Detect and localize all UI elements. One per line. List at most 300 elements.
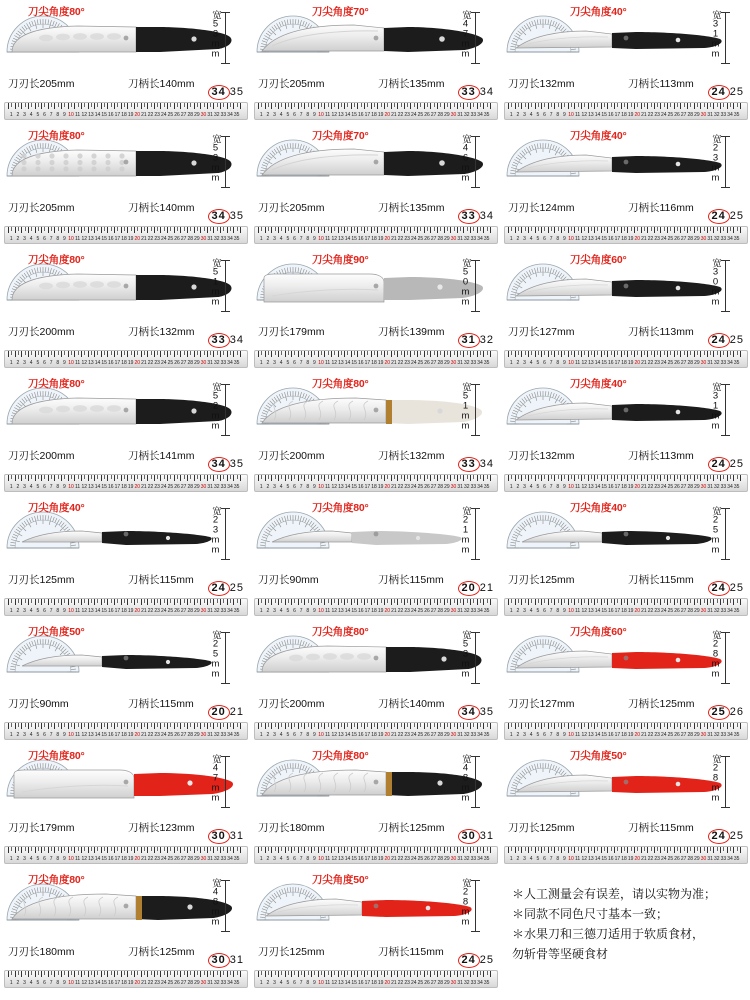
length-labels — [508, 820, 732, 834]
blade-length-label: 刀刃长205mm — [258, 202, 325, 214]
length-labels — [8, 696, 232, 710]
knife-card — [0, 496, 250, 620]
tip-angle-label: 刀尖角度80° — [28, 6, 85, 18]
width-dimension-line — [225, 508, 226, 560]
blade-width-label: 宽28mm — [460, 878, 471, 927]
knife-card — [0, 124, 250, 248]
ruler-numbers: 1 2 3 4 5 6 7 8 9 10 11 12 13 14 15 16 17 18 19 20 21 22 23 24 25 26 27 28 29 30 31 32 33 34 35 — [259, 112, 490, 118]
knife-card — [250, 248, 500, 372]
thickness-value-1: 33 — [458, 209, 480, 224]
blade-length-label: 刀刃长132mm — [508, 78, 575, 90]
tip-angle-label: 刀尖角度70° — [312, 130, 369, 142]
thickness-value-2: 21 — [479, 582, 494, 594]
length-labels — [258, 944, 482, 958]
thickness-value-2: 31 — [229, 954, 244, 966]
knife-illustration — [508, 638, 740, 684]
thickness-value-1: 24 — [708, 333, 730, 348]
thickness-value-2: 34 — [229, 334, 244, 346]
ruler — [254, 350, 498, 368]
knife-card — [0, 620, 250, 744]
handle-length-label: 刀柄长139mm — [378, 326, 445, 338]
ruler — [254, 970, 498, 988]
tip-angle-label: 刀尖角度50° — [570, 750, 627, 762]
note-line: 勿斩骨等坚硬食材 — [512, 947, 609, 961]
knife-illustration — [508, 390, 740, 436]
length-labels — [8, 324, 232, 338]
handle-length-label: 刀柄长140mm — [378, 698, 445, 710]
thickness-value-1: 34 — [208, 457, 230, 472]
blade-width-label: 宽53mm — [210, 134, 221, 183]
note-line: ＊同款不同色尺寸基本一致； — [512, 907, 669, 921]
ruler-numbers: 1 2 3 4 5 6 7 8 9 10 11 12 13 14 15 16 17 18 19 20 21 22 23 24 25 26 27 28 29 30 31 32 33 34 35 — [509, 484, 740, 490]
knife-illustration — [8, 18, 240, 64]
thickness-value-2: 34 — [479, 86, 494, 98]
ruler-numbers: 1 2 3 4 5 6 7 8 9 10 11 12 13 14 15 16 17 18 19 20 21 22 23 24 25 26 27 28 29 30 31 32 33 34 35 — [509, 236, 740, 242]
thickness-marker — [458, 953, 495, 968]
notes-text — [512, 884, 716, 964]
thickness-value-1: 20 — [208, 705, 230, 720]
length-labels — [508, 76, 732, 90]
handle-length-label: 刀柄长125mm — [128, 946, 195, 958]
tip-angle-label: 刀尖角度80° — [312, 750, 369, 762]
tip-angle-label: 刀尖角度70° — [312, 6, 369, 18]
tip-angle-label: 刀尖角度40° — [570, 130, 627, 142]
knife-card — [250, 868, 500, 992]
ruler — [504, 846, 748, 864]
knife-card — [0, 868, 250, 992]
blade-width-label: 宽47mm — [460, 10, 471, 59]
thickness-value-2: 25 — [729, 210, 744, 222]
blade-width-label: 宽23mm — [210, 506, 221, 555]
length-labels — [508, 696, 732, 710]
ruler — [254, 474, 498, 492]
thickness-value-2: 35 — [229, 458, 244, 470]
blade-width-label: 宽28mm — [710, 754, 721, 803]
handle-length-label: 刀柄长140mm — [128, 78, 195, 90]
note-line: ＊水果刀和三德刀适用于软质食材， — [512, 927, 705, 941]
handle-length-label: 刀柄长115mm — [378, 946, 444, 958]
knife-illustration — [258, 638, 490, 684]
handle-length-label: 刀柄长115mm — [128, 698, 194, 710]
knife-illustration — [508, 18, 740, 64]
ruler-numbers: 1 2 3 4 5 6 7 8 9 10 11 12 13 14 15 16 17 18 19 20 21 22 23 24 25 26 27 28 29 30 31 32 33 34 35 — [259, 608, 490, 614]
thickness-marker — [208, 333, 245, 348]
blade-length-label: 刀刃长125mm — [258, 946, 325, 958]
ruler — [4, 474, 248, 492]
knife-illustration — [8, 638, 240, 684]
length-labels — [258, 448, 482, 462]
handle-length-label: 刀柄长125mm — [378, 822, 445, 834]
blade-width-label: 宽21mm — [460, 506, 471, 555]
knife-card — [0, 248, 250, 372]
width-dimension-line — [725, 12, 726, 64]
thickness-value-2: 25 — [729, 334, 744, 346]
blade-length-label: 刀刃长90mm — [8, 698, 69, 710]
tip-angle-label: 刀尖角度80° — [28, 750, 85, 762]
knife-illustration — [258, 142, 490, 188]
width-dimension-line — [225, 756, 226, 808]
thickness-value-1: 20 — [458, 581, 480, 596]
thickness-value-1: 34 — [208, 209, 230, 224]
ruler-numbers: 1 2 3 4 5 6 7 8 9 10 11 12 13 14 15 16 17 18 19 20 21 22 23 24 25 26 27 28 29 30 31 32 33 34 35 — [9, 608, 240, 614]
thickness-value-2: 25 — [729, 582, 744, 594]
thickness-value-1: 30 — [458, 829, 480, 844]
handle-length-label: 刀柄长140mm — [128, 202, 195, 214]
blade-width-label: 宽23mm — [710, 134, 721, 183]
tip-angle-label: 刀尖角度60° — [570, 626, 627, 638]
ruler — [504, 226, 748, 244]
width-dimension-line — [725, 632, 726, 684]
thickness-marker — [458, 829, 495, 844]
tip-angle-label: 刀尖角度80° — [28, 254, 85, 266]
knife-card — [250, 0, 500, 124]
knife-card — [500, 0, 750, 124]
knife-card — [500, 248, 750, 372]
knife-card — [250, 744, 500, 868]
ruler-numbers: 1 2 3 4 5 6 7 8 9 10 11 12 13 14 15 16 17 18 19 20 21 22 23 24 25 26 27 28 29 30 31 32 33 34 35 — [509, 360, 740, 366]
ruler-numbers: 1 2 3 4 5 6 7 8 9 10 11 12 13 14 15 16 17 18 19 20 21 22 23 24 25 26 27 28 29 30 31 32 33 34 35 — [509, 608, 740, 614]
handle-length-label: 刀柄长115mm — [128, 574, 194, 586]
ruler — [504, 350, 748, 368]
tip-angle-label: 刀尖角度50° — [28, 626, 85, 638]
ruler-numbers: 1 2 3 4 5 6 7 8 9 10 11 12 13 14 15 16 17 18 19 20 21 22 23 24 25 26 27 28 29 30 31 32 33 34 35 — [259, 856, 490, 862]
ruler — [4, 846, 248, 864]
ruler — [504, 474, 748, 492]
handle-length-label: 刀柄长113mm — [628, 78, 694, 90]
ruler — [4, 226, 248, 244]
handle-length-label: 刀柄长125mm — [628, 698, 695, 710]
width-dimension-line — [475, 508, 476, 560]
knife-illustration — [258, 514, 490, 560]
ruler — [254, 722, 498, 740]
thickness-value-2: 25 — [479, 954, 494, 966]
knife-illustration — [8, 886, 240, 932]
tip-angle-label: 刀尖角度90° — [312, 254, 369, 266]
length-labels — [258, 696, 482, 710]
tip-angle-label: 刀尖角度80° — [28, 378, 85, 390]
handle-length-label: 刀柄长115mm — [628, 822, 694, 834]
tip-angle-label: 刀尖角度60° — [570, 254, 627, 266]
ruler — [254, 102, 498, 120]
handle-length-label: 刀柄长116mm — [628, 202, 694, 214]
blade-length-label: 刀刃长180mm — [8, 946, 75, 958]
length-labels — [258, 572, 482, 586]
thickness-marker — [708, 705, 745, 720]
length-labels — [508, 448, 732, 462]
blade-width-label: 宽53mm — [460, 630, 471, 679]
thickness-marker — [208, 829, 245, 844]
blade-length-label: 刀刃长200mm — [8, 450, 75, 462]
tip-angle-label: 刀尖角度40° — [570, 378, 627, 390]
blade-length-label: 刀刃长125mm — [8, 574, 75, 586]
thickness-marker — [708, 457, 745, 472]
blade-length-label: 刀刃长127mm — [508, 698, 575, 710]
thickness-value-2: 25 — [229, 582, 244, 594]
width-dimension-line — [225, 12, 226, 64]
blade-length-label: 刀刃长200mm — [258, 698, 325, 710]
ruler-numbers: 1 2 3 4 5 6 7 8 9 10 11 12 13 14 15 16 17 18 19 20 21 22 23 24 25 26 27 28 29 30 31 32 33 34 35 — [259, 484, 490, 490]
thickness-marker — [708, 581, 745, 596]
blade-length-label: 刀刃长127mm — [508, 326, 575, 338]
width-dimension-line — [725, 384, 726, 436]
handle-length-label: 刀柄长132mm — [378, 450, 445, 462]
width-dimension-line — [475, 632, 476, 684]
width-dimension-line — [225, 260, 226, 312]
tip-angle-label: 刀尖角度40° — [570, 6, 627, 18]
handle-length-label: 刀柄长135mm — [378, 78, 445, 90]
ruler — [254, 598, 498, 616]
knife-card — [500, 744, 750, 868]
blade-length-label: 刀刃长125mm — [508, 574, 575, 586]
thickness-marker — [208, 705, 245, 720]
knife-card — [0, 0, 250, 124]
blade-width-label: 宽50mm — [460, 258, 471, 307]
blade-width-label: 宽48mm — [460, 754, 471, 803]
length-labels — [8, 76, 232, 90]
thickness-value-2: 21 — [229, 706, 244, 718]
thickness-value-2: 35 — [229, 86, 244, 98]
thickness-value-1: 24 — [708, 209, 730, 224]
blade-length-label: 刀刃长179mm — [258, 326, 325, 338]
blade-length-label: 刀刃长179mm — [8, 822, 75, 834]
ruler-numbers: 1 2 3 4 5 6 7 8 9 10 11 12 13 14 15 16 17 18 19 20 21 22 23 24 25 26 27 28 29 30 31 32 33 34 35 — [9, 360, 240, 366]
width-dimension-line — [725, 260, 726, 312]
knife-illustration — [8, 762, 240, 808]
ruler — [504, 722, 748, 740]
ruler — [504, 598, 748, 616]
thickness-value-1: 25 — [708, 705, 730, 720]
thickness-value-1: 24 — [708, 829, 730, 844]
knife-illustration — [258, 886, 490, 932]
width-dimension-line — [725, 508, 726, 560]
ruler-numbers: 1 2 3 4 5 6 7 8 9 10 11 12 13 14 15 16 17 18 19 20 21 22 23 24 25 26 27 28 29 30 31 32 33 34 35 — [509, 112, 740, 118]
width-dimension-line — [475, 12, 476, 64]
thickness-value-2: 35 — [479, 706, 494, 718]
handle-length-label: 刀柄长115mm — [378, 574, 444, 586]
blade-length-label: 刀刃长132mm — [508, 450, 575, 462]
length-labels — [508, 200, 732, 214]
blade-length-label: 刀刃长124mm — [508, 202, 575, 214]
ruler — [4, 350, 248, 368]
length-labels — [508, 324, 732, 338]
blade-length-label: 刀刃长200mm — [258, 450, 325, 462]
blade-width-label: 宽53mm — [210, 10, 221, 59]
thickness-value-1: 24 — [208, 581, 230, 596]
width-dimension-line — [225, 880, 226, 932]
knife-card — [250, 620, 500, 744]
knife-illustration — [258, 390, 490, 436]
thickness-value-1: 34 — [458, 705, 480, 720]
thickness-value-2: 25 — [729, 86, 744, 98]
note-line: ＊人工测量会有误差，请以实物为准； — [512, 887, 717, 901]
blade-width-label: 宽25mm — [210, 630, 221, 679]
thickness-value-1: 30 — [208, 829, 230, 844]
tip-angle-label: 刀尖角度80° — [312, 626, 369, 638]
blade-width-label: 宽28mm — [710, 630, 721, 679]
width-dimension-line — [725, 136, 726, 188]
ruler — [4, 970, 248, 988]
handle-length-label: 刀柄长132mm — [128, 326, 195, 338]
knife-card — [250, 372, 500, 496]
thickness-marker — [708, 85, 745, 100]
knife-card — [500, 496, 750, 620]
knife-illustration — [8, 514, 240, 560]
tip-angle-label: 刀尖角度50° — [312, 874, 369, 886]
thickness-value-2: 31 — [479, 830, 494, 842]
width-dimension-line — [725, 756, 726, 808]
knife-card — [250, 124, 500, 248]
notes-card — [500, 868, 750, 992]
length-labels — [8, 200, 232, 214]
handle-length-label: 刀柄长141mm — [128, 450, 195, 462]
knife-illustration — [508, 762, 740, 808]
thickness-marker — [458, 333, 495, 348]
blade-width-label: 宽30mm — [710, 258, 721, 307]
length-labels — [8, 448, 232, 462]
blade-length-label: 刀刃长180mm — [258, 822, 325, 834]
blade-width-label: 宽46mm — [460, 134, 471, 183]
length-labels — [258, 76, 482, 90]
handle-length-label: 刀柄长115mm — [628, 574, 694, 586]
blade-width-label: 宽51mm — [210, 258, 221, 307]
blade-length-label: 刀刃长205mm — [258, 78, 325, 90]
thickness-value-1: 24 — [458, 953, 480, 968]
ruler-numbers: 1 2 3 4 5 6 7 8 9 10 11 12 13 14 15 16 17 18 19 20 21 22 23 24 25 26 27 28 29 30 31 32 33 34 35 — [9, 732, 240, 738]
thickness-marker — [458, 705, 495, 720]
tip-angle-label: 刀尖角度40° — [570, 502, 627, 514]
thickness-marker — [208, 209, 245, 224]
width-dimension-line — [475, 260, 476, 312]
ruler — [4, 102, 248, 120]
width-dimension-line — [225, 632, 226, 684]
blade-width-label: 宽31mm — [710, 10, 721, 59]
thickness-value-2: 34 — [479, 210, 494, 222]
ruler-numbers: 1 2 3 4 5 6 7 8 9 10 11 12 13 14 15 16 17 18 19 20 21 22 23 24 25 26 27 28 29 30 31 32 33 34 35 — [259, 360, 490, 366]
thickness-value-2: 25 — [729, 830, 744, 842]
knife-illustration — [8, 390, 240, 436]
knife-illustration — [508, 514, 740, 560]
thickness-value-1: 33 — [458, 457, 480, 472]
thickness-value-2: 34 — [479, 458, 494, 470]
tip-angle-label: 刀尖角度40° — [28, 502, 85, 514]
ruler-numbers: 1 2 3 4 5 6 7 8 9 10 11 12 13 14 15 16 17 18 19 20 21 22 23 24 25 26 27 28 29 30 31 32 33 34 35 — [259, 732, 490, 738]
thickness-value-1: 33 — [208, 333, 230, 348]
blade-width-label: 宽51mm — [460, 382, 471, 431]
knife-illustration — [258, 18, 490, 64]
handle-length-label: 刀柄长113mm — [628, 450, 694, 462]
knife-illustration — [8, 142, 240, 188]
thickness-value-1: 33 — [458, 85, 480, 100]
length-labels — [508, 572, 732, 586]
thickness-marker — [708, 209, 745, 224]
length-labels — [8, 944, 232, 958]
thickness-marker — [458, 581, 495, 596]
ruler — [4, 722, 248, 740]
ruler — [254, 846, 498, 864]
thickness-marker — [458, 457, 495, 472]
width-dimension-line — [475, 880, 476, 932]
thickness-marker — [208, 457, 245, 472]
length-labels — [258, 324, 482, 338]
ruler-numbers: 1 2 3 4 5 6 7 8 9 10 11 12 13 14 15 16 17 18 19 20 21 22 23 24 25 26 27 28 29 30 31 32 33 34 35 — [9, 484, 240, 490]
width-dimension-line — [475, 136, 476, 188]
thickness-value-1: 24 — [708, 457, 730, 472]
ruler — [254, 226, 498, 244]
blade-width-label: 宽47mm — [210, 754, 221, 803]
ruler — [4, 598, 248, 616]
thickness-value-2: 25 — [729, 458, 744, 470]
knife-illustration — [508, 266, 740, 312]
knife-illustration — [508, 142, 740, 188]
blade-length-label: 刀刃长90mm — [258, 574, 319, 586]
thickness-value-1: 24 — [708, 581, 730, 596]
length-labels — [258, 820, 482, 834]
thickness-marker — [708, 829, 745, 844]
width-dimension-line — [225, 136, 226, 188]
thickness-marker — [208, 581, 245, 596]
knife-card — [500, 620, 750, 744]
length-labels — [258, 200, 482, 214]
thickness-value-1: 24 — [708, 85, 730, 100]
thickness-value-1: 34 — [208, 85, 230, 100]
knife-card — [0, 744, 250, 868]
blade-length-label: 刀刃长125mm — [508, 822, 575, 834]
handle-length-label: 刀柄长123mm — [128, 822, 195, 834]
blade-width-label: 宽25mm — [710, 506, 721, 555]
blade-length-label: 刀刃长200mm — [8, 326, 75, 338]
blade-width-label: 宽31mm — [710, 382, 721, 431]
ruler — [504, 102, 748, 120]
thickness-marker — [458, 85, 495, 100]
length-labels — [8, 820, 232, 834]
thickness-value-2: 32 — [479, 334, 494, 346]
ruler-numbers: 1 2 3 4 5 6 7 8 9 10 11 12 13 14 15 16 17 18 19 20 21 22 23 24 25 26 27 28 29 30 31 32 33 34 35 — [259, 236, 490, 242]
thickness-value-2: 31 — [229, 830, 244, 842]
thickness-value-2: 26 — [729, 706, 744, 718]
thickness-value-1: 30 — [208, 953, 230, 968]
ruler-numbers: 1 2 3 4 5 6 7 8 9 10 11 12 13 14 15 16 17 18 19 20 21 22 23 24 25 26 27 28 29 30 31 32 33 34 35 — [509, 732, 740, 738]
ruler-numbers: 1 2 3 4 5 6 7 8 9 10 11 12 13 14 15 16 17 18 19 20 21 22 23 24 25 26 27 28 29 30 31 32 33 34 35 — [9, 236, 240, 242]
tip-angle-label: 刀尖角度80° — [312, 378, 369, 390]
ruler-numbers: 1 2 3 4 5 6 7 8 9 10 11 12 13 14 15 16 17 18 19 20 21 22 23 24 25 26 27 28 29 30 31 32 33 34 35 — [259, 980, 490, 986]
tip-angle-label: 刀尖角度80° — [28, 130, 85, 142]
blade-width-label: 宽48mm — [210, 878, 221, 927]
knife-card — [500, 124, 750, 248]
blade-width-label: 宽52mm — [210, 382, 221, 431]
ruler-numbers: 1 2 3 4 5 6 7 8 9 10 11 12 13 14 15 16 17 18 19 20 21 22 23 24 25 26 27 28 29 30 31 32 33 34 35 — [9, 856, 240, 862]
thickness-value-2: 35 — [229, 210, 244, 222]
width-dimension-line — [475, 756, 476, 808]
thickness-marker — [458, 209, 495, 224]
knife-illustration — [258, 266, 490, 312]
knife-illustration — [258, 762, 490, 808]
thickness-marker — [208, 953, 245, 968]
knife-card — [500, 372, 750, 496]
ruler-numbers: 1 2 3 4 5 6 7 8 9 10 11 12 13 14 15 16 17 18 19 20 21 22 23 24 25 26 27 28 29 30 31 32 33 34 35 — [9, 980, 240, 986]
thickness-value-1: 31 — [458, 333, 480, 348]
width-dimension-line — [225, 384, 226, 436]
knife-illustration — [8, 266, 240, 312]
handle-length-label: 刀柄长135mm — [378, 202, 445, 214]
ruler-numbers: 1 2 3 4 5 6 7 8 9 10 11 12 13 14 15 16 17 18 19 20 21 22 23 24 25 26 27 28 29 30 31 32 33 34 35 — [9, 112, 240, 118]
tip-angle-label: 刀尖角度80° — [28, 874, 85, 886]
width-dimension-line — [475, 384, 476, 436]
thickness-marker — [208, 85, 245, 100]
knife-card — [250, 496, 500, 620]
blade-length-label: 刀刃长205mm — [8, 78, 75, 90]
blade-length-label: 刀刃长205mm — [8, 202, 75, 214]
handle-length-label: 刀柄长113mm — [628, 326, 694, 338]
